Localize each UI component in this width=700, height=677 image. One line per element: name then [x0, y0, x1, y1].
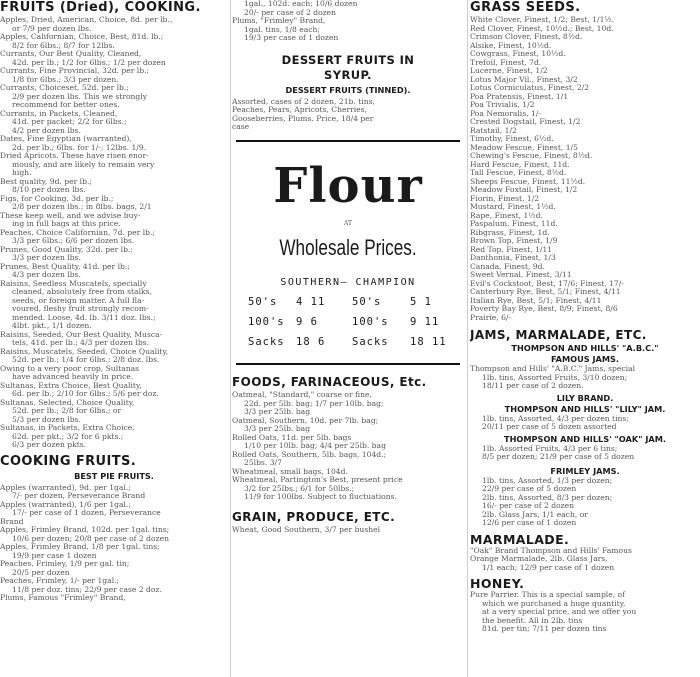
cooking-fruit-line: 17/- per case of 1 dozen, Perseverance	[12, 509, 161, 517]
fruits-dried-line: Owing to a very poor crop, Sultanas	[0, 364, 140, 373]
grass-seed-line: Meadow Foxtail, Finest, 1/2	[470, 186, 578, 194]
flour-top-rule	[236, 140, 460, 142]
honey-heading: HONEY.	[470, 576, 525, 591]
column-divider-left	[230, 0, 231, 677]
champion-title: SOUTHERN– CHAMPION	[280, 277, 416, 288]
fruits-dried-line: Prunes, Good Quality, 32d. per lb.;	[0, 245, 133, 254]
fruits-dried-line: 3/3 per dozen lbs.	[12, 254, 81, 262]
dessert-heading-line1: DESSERT FRUITS IN	[281, 52, 415, 67]
fruits-dried-line: 3/3 per 6lbs.; 6/6 per dozen lbs.	[12, 237, 135, 245]
grass-seed-line: Red Clover, Finest, 10½d.; Best, 10d.	[470, 24, 614, 33]
flour-price-cell: Sacks	[352, 336, 389, 348]
grass-seed-line: Sheeps Fescue, Finest, 11½d.	[470, 177, 586, 186]
cooking-fruit-line: 7/- per dozen, Perseverance Brand	[12, 492, 146, 500]
fruits-dried-line: Currants, in Packets, Cleaned,	[0, 109, 118, 118]
abc-jams-list	[470, 365, 700, 391]
dessert-fruits-list	[232, 98, 464, 132]
grass-seed-line: Prairie, 6/-	[470, 313, 512, 322]
marmalade-line: 1/1 each; 12/9 per case of 1 dozen	[482, 563, 615, 572]
fruits-dried-line: 5/3 per dozen lbs.	[12, 415, 81, 424]
grass-seed-line: Poa Nemoralis, 1/-	[470, 109, 541, 118]
grass-seed-line: Trefoil, Finest, 7d.	[470, 58, 542, 67]
best-pie-fruits-subheading: BEST PIE FRUITS.	[74, 470, 154, 481]
dessert-fruit-line: Peaches, Pears, Apricots, Cherries,	[232, 106, 367, 114]
flour-price-cell: 50's	[248, 296, 278, 308]
grass-seed-line: Ratstail, 1/2	[470, 126, 517, 135]
flour-price-table	[232, 296, 464, 349]
flour-price-row	[232, 336, 464, 349]
famous-jams-subheading: FAMOUS JAMS.	[550, 354, 620, 364]
frimley-jam-line: 12/6 per case of 1 dozen	[482, 519, 577, 527]
plums-line: 1gal. tins, 1/8 each;	[244, 25, 320, 34]
cooking-fruit-line: 20/5 per dozen	[12, 568, 70, 577]
grass-seeds-list	[470, 16, 700, 322]
foods-line: 11/9 for 100lbs. Subject to fluctuations.	[244, 493, 397, 501]
cooking-fruit-line: 19/9 per case 1 dozen	[12, 551, 97, 560]
flour-bottom-rule	[236, 363, 460, 365]
fruits-dried-line: Currants, Choiceset, 52d. per lb.;	[0, 84, 129, 92]
abc-jam-line: 18/11 per case of 2 dozen.	[482, 382, 584, 390]
grass-seed-line: Brown Top, Finest, 1/9	[470, 237, 558, 245]
fruits-dried-line: high.	[12, 169, 32, 177]
foods-line: 22d. per 5lb. bag; 1/7 per 10lb. bag;	[244, 399, 384, 408]
fruits-dried-line: tels, 41d. per lb.; 4/3 per dozen lbs.	[12, 339, 149, 347]
plums-continued-list	[232, 0, 464, 43]
lily-jam-line: 1lb. tins, Assorted, 4/3 per dozen tins;	[482, 414, 629, 423]
flour-price-cell: 5 1	[410, 296, 432, 308]
cooking-fruit-line: Apples (warranted), 1/6 per 1gal.;	[0, 500, 131, 509]
dessert-fruit-line: Gooseberries, Plums. Price, 18/4 per	[232, 114, 374, 123]
cooking-fruit-line: Apples, Frimley Brand, 1/8 per 1gal. tins;	[0, 543, 160, 551]
fruits-dried-line: Raisins, Seeded, Our Best Quality, Musca-	[0, 330, 163, 339]
frimley-jam-line: 2lb. Glass Jars, 1/1 each, or	[482, 510, 588, 519]
flour-price-cell: 9 11	[410, 316, 440, 328]
fruits-dried-line: mended. Loose, 4d. lb. 3/11 doz. lbs.;	[12, 313, 156, 322]
column-divider-right	[467, 0, 468, 677]
flour-price-cell: 9 6	[296, 316, 318, 328]
grass-seed-line: Lotus Corniculatus, Finest, 2/2	[470, 84, 590, 92]
fruits-dried-line: 41d. per packet; 2/2 for 6lbs.;	[12, 118, 127, 126]
grass-seed-line: Danthonia, Finest, 1/3	[470, 254, 556, 262]
fruits-dried-line: 2/9 per dozen lbs. This we strongly	[12, 92, 148, 101]
fruits-dried-line: Raisins, Muscatels, Seeded, Choice Quality,	[0, 347, 169, 356]
grain-line: Wheat, Good Southern, 3/7 per bushel	[232, 525, 381, 534]
foods-line: 3/3 per 25lb. bag	[244, 408, 311, 416]
grass-seed-line: Crimson Clover, Finest, 8½d.	[470, 33, 583, 41]
cooking-fruit-line: Peaches, Frimley, 1/- per 1gal.;	[0, 577, 120, 585]
grass-seed-line: Fiorin, Finest, 1/2	[470, 194, 540, 203]
flour-price-cell: 100's	[248, 316, 285, 328]
cooking-fruit-line: Peaches, Frimley, 1/9 per gal. tin;	[0, 560, 130, 568]
fruits-dried-line: or 7/9 per dozen lbs.	[12, 24, 92, 33]
fruits-dried-line: 1/8 for 6lbs.; 3/3 per dozen.	[12, 75, 119, 84]
fruits-dried-line: Best quality, 9d. per lb.;	[0, 177, 92, 186]
grass-seed-line: Paspalum, Finest, 11d.	[470, 220, 558, 228]
flour-title: Flour	[273, 157, 423, 214]
grass-seed-line: Mustard, Finest, 1½d.	[470, 203, 556, 211]
foods-heading: FOODS, FARINACEOUS, Etc.	[232, 375, 427, 389]
honey-line: Pure Parrier. This is a special sample, of	[470, 591, 625, 599]
foods-line: Oatmeal, Southern, 10d. per 7lb. bag;	[232, 416, 379, 425]
flour-price-row	[232, 316, 464, 329]
marmalade-list	[470, 547, 700, 573]
fruits-dried-line: 8/2 for 6lbs.; 8/7 for 12lbs.	[12, 41, 115, 50]
grass-seed-line: Timothy, Finest, 6½d.	[470, 135, 554, 143]
plums-line: Plums, "Frimley" Brand,	[232, 17, 326, 25]
oak-jam-line: 1lb. Assorted Fruits, 4/3 per 6 tins;	[482, 444, 618, 453]
honey-line: at a very special price, and we offer you	[482, 608, 637, 616]
fruits-dried-line: Sultanas, Extra Choice, Best Quality,	[0, 381, 142, 390]
grass-seed-line: Crested Dogstail, Finest, 1/2	[470, 118, 581, 126]
flour-price-cell: 18 11	[410, 336, 447, 348]
flour-price-cell: Sacks	[248, 336, 285, 348]
grass-seed-line: Cowgrass, Finest, 10½d.	[470, 50, 566, 58]
honey-line: the benefit. All in 2lb. tins	[482, 616, 583, 625]
fruits-dried-line: Prunes, Best Quality, 41d. per lb.;	[0, 262, 130, 271]
grass-seed-line: Italian Rye, Best, 5/1; Finest, 4/11	[470, 296, 602, 305]
lily-jam-subheading: THOMPSON AND HILLS' "LILY" JAM.	[504, 403, 666, 414]
cooking-fruit-line: Apples, Frimley Brand, 102d. per 1gal. tins;	[0, 526, 170, 534]
fruits-dried-line: 6/3 per dozen pkts.	[12, 441, 87, 449]
plums-line: 20/- per case of 2 dozen	[244, 8, 337, 17]
grain-heading: GRAIN, PRODUCE, ETC.	[232, 509, 396, 524]
grass-seed-line: Red Top, Finest, 1/11	[470, 245, 553, 254]
fruits-dried-line: ing in full bags at this price.	[12, 220, 121, 228]
foods-line: 3/3 per 25lb. bag	[244, 425, 311, 433]
jams-heading: JAMS, MARMALADE, ETC.	[470, 328, 647, 342]
fruits-dried-line: 2/8 per dozen lbs.; in 8lbs. bags, 2/1	[12, 203, 152, 211]
grass-seed-line: Rape, Finest, 1½d.	[470, 211, 543, 220]
grass-seeds-heading: GRASS SEEDS.	[470, 0, 581, 15]
cooking-fruits-heading: COOKING FRUITS.	[0, 453, 137, 469]
marmalade-line: Orange Marmalade, 2lb. Glass Jars,	[470, 555, 608, 563]
grass-seed-line: Tall Fescue, Finest, 8½d.	[470, 169, 567, 177]
cooking-fruit-line: Plums, Famous "Frimley" Brand,	[0, 594, 126, 602]
fruits-dried-line: mously, and are likely to remain very	[12, 160, 155, 169]
flour-price-cell: 100's	[352, 316, 389, 328]
fruits-dried-line: 52d. per lb.; 2/8 for 6lbs.; or	[12, 407, 122, 415]
grass-seed-line: Lucerne, Finest, 1/2	[470, 67, 548, 75]
dessert-fruit-line: case	[232, 123, 250, 131]
flour-price-cell: 50's	[352, 296, 382, 308]
fruits-dried-line: 2d. per lb.; 6lbs. for 1/-; 12lbs. 1/9.	[12, 143, 147, 152]
grass-seed-line: Chewing's Fescue, Finest, 8½d.	[470, 152, 593, 160]
cooking-fruit-line: 10/6 per dozen; 20/8 per case of 2 dozen	[12, 534, 169, 543]
abc-jam-line: 1lb. tins, Assorted Fruits, 3/10 dozen;	[482, 373, 628, 382]
lily-brand-subheading: LILY BRAND.	[556, 392, 614, 403]
frimley-jam-line: 2lb. tins, Assorted, 8/3 per dozen;	[482, 493, 613, 502]
honey-line: 81d. per tin; 7/11 per dozen tins	[482, 625, 607, 633]
fruits-dried-line: Apples, Californian, Choice, Best, 81d. lb.;	[0, 33, 164, 41]
lily-jams-list	[470, 415, 700, 432]
right-column	[470, 0, 700, 677]
cooking-fruit-line: 11/8 per doz. tins; 22/9 per case 2 doz.	[12, 585, 162, 594]
marmalade-line: "Oak" Brand Thompson and Hills' Famous	[470, 546, 632, 555]
frimley-jam-line: 1lb. tins, Assorted, 1/3 per dozen;	[482, 476, 613, 485]
fruits-dried-line: Figs, for Cooking, 3d. per lb.;	[0, 194, 114, 203]
cooking-fruit-line: Apples (warranted), 9d. per 1gal.;	[0, 483, 131, 492]
fruits-dried-line: These keep well, and we advise buy-	[0, 211, 141, 220]
plums-line: 19/3 per case of 1 dozen	[244, 34, 339, 42]
abc-subheading: THOMPSON AND HILLS' "A.B.C."	[511, 343, 659, 353]
fruits-dried-line: Sultanas, Selected, Choice Quality,	[0, 398, 135, 407]
frimley-jams-subheading: FRIMLEY JAMS.	[550, 465, 620, 476]
foods-line: Rolled Oats, Southern, 5lb. bags, 104d.;	[232, 450, 387, 459]
abc-jam-line: Thompson and Hills' "A.B.C." Jams, special	[470, 365, 635, 373]
fruits-dried-line: recommend for better ones.	[12, 101, 120, 109]
foods-line: 1/10 per 10lb. bag; 4/4 per 25lb. bag	[244, 442, 386, 450]
at-label: AT	[343, 219, 352, 227]
plums-line: 1gal., 102d. each; 10/6 dozen	[244, 0, 358, 8]
foods-line: Wheatmeal, Partington's Best, present price	[232, 476, 403, 484]
fruits-dried-line: 42d. per lb.; 1/2 for 6lbs.; 1/2 per dozen	[12, 58, 166, 67]
foods-line: 3/2 for 25lbs.; 6/1 for 50lbs.;	[244, 484, 355, 493]
grass-seed-line: Poa Pratensis, Finest, 1/1	[470, 92, 569, 101]
fruits-dried-line: Sultanas, in Packets, Extra Choice,	[0, 424, 135, 432]
fruits-dried-line: Currants, Our Best Quality, Cleaned,	[0, 50, 142, 58]
fruits-dried-line: cleaned, absolutely free from stalks,	[12, 288, 152, 296]
grass-seed-line: Canterbury Rye, Best, 5/1; Finest, 4/11	[470, 288, 621, 296]
fruits-dried-line: Currants, Fine Provincial, 32d. per lb.;	[0, 67, 150, 75]
honey-list	[470, 591, 700, 634]
fruits-dried-list	[0, 16, 228, 450]
dessert-heading-line2: SYRUP.	[324, 67, 372, 82]
fruits-dried-line: seeds, or foreign matter. A full fla-	[12, 296, 145, 305]
fruits-dried-line: have advanced heavily in price.	[12, 373, 134, 381]
flour-price-row	[232, 296, 464, 309]
frimley-jam-line: 22/9 per case of 5 dozen	[482, 485, 577, 493]
grass-seed-line: White Clover, Finest, 1/2; Best, 1/1½.	[470, 16, 615, 24]
foods-line: Oatmeal, "Standard," coarse or fine,	[232, 391, 372, 399]
fruits-dried-line: Peaches, Choice Californian, 7d. per lb.;	[0, 228, 155, 237]
fruits-dried-line: 4/3 per dozen lbs.	[12, 271, 81, 279]
honey-line: which we purchased a huge quantity,	[482, 599, 626, 608]
grass-seed-line: Canada, Finest, 9d.	[470, 262, 545, 271]
fruits-dried-line: Dried Apricots. These have risen enor-	[0, 152, 149, 160]
fruits-dried-line: 62d. per pkt.; 3/2 for 6 pkts.;	[12, 432, 124, 441]
fruits-dried-line: 4/2 per dozen lbs.	[12, 126, 81, 135]
marmalade-heading: MARMALADE.	[470, 531, 570, 547]
foods-list	[232, 391, 464, 502]
oak-jam-line: 8/5 per dozen; 21/9 per case of 5 dozen	[482, 453, 635, 461]
cooking-fruit-line: Brand	[0, 517, 24, 526]
fruits-dried-line: 8/10 per dozen lbs.	[12, 186, 86, 194]
flour-price-cell: 4 11	[296, 296, 326, 308]
oak-jam-subheading: THOMPSON AND HILLS' "OAK" JAM.	[504, 433, 666, 444]
grain-list	[232, 526, 464, 535]
dessert-tinned-subheading: DESSERT FRUITS (TINNED).	[285, 84, 411, 95]
wholesale-prices-title: Wholesale Prices.	[279, 235, 417, 260]
fruits-dried-line: Raisins, Seedless Muscatels, specially	[0, 279, 147, 288]
grass-seed-line: Ribgrass, Finest, 1d.	[470, 228, 550, 237]
grass-seed-line: Poverty Bay Rye, Best, 8/9; Finest, 8/6	[470, 305, 618, 313]
fruits-dried-line: 52d. per lb.; 1/4 for 6lbs.; 2/8 doz. lbs.	[12, 356, 160, 364]
foods-line: Wheatmeal, small bags, 104d.	[232, 467, 348, 476]
fruits-dried-line: Dates, Fine Egyptian (warranted),	[0, 135, 132, 143]
lily-jam-line: 20/11 per case of 5 dozen assorted	[482, 423, 617, 431]
grass-seed-line: Poa Trivialis, 1/2	[470, 101, 535, 109]
dessert-fruit-line: Assorted, cases of 2 dozen, 21b. tins,	[232, 97, 375, 106]
frimley-jams-list	[470, 477, 700, 528]
flour-price-cell: 18 6	[296, 336, 326, 348]
grass-seed-line: Meadow Fescue, Finest, 1/5	[470, 143, 578, 152]
foods-line: Rolled Oats, 11d. per 5lb. bags	[232, 433, 352, 442]
grass-seed-line: Hard Fescue, Finest, 11d.	[470, 160, 570, 169]
fruits-dried-line: 4lbt. pkt., 1/1 dozen.	[12, 322, 92, 330]
fruits-dried-line: voured, fleshy fruit strongly recom-	[12, 305, 149, 313]
grass-seed-line: Evil's Cockstoot, Best, 17/6; Finest, 17/-	[470, 279, 624, 288]
grass-seed-line: Sweet Vernal, Finest, 3/11	[470, 271, 572, 279]
frimley-jam-line: 16/- per case of 2 dozen	[482, 502, 575, 510]
fruits-dried-line: 6d. per lb.; 2/10 for 6lbs.; 5/6 per doz.	[12, 390, 159, 398]
cooking-fruits-list	[0, 484, 228, 603]
foods-line: 25lbs. 3/7	[244, 459, 282, 467]
fruits-dried-heading: FRUITS (Dried), COOKING.	[0, 0, 201, 15]
grass-seed-line: Alsike, Finest, 10½d.	[470, 41, 552, 50]
oak-jams-list	[470, 445, 700, 462]
left-column	[0, 0, 228, 677]
fruits-dried-line: Apples, Dried, American, Choice, 8d. per lb.,	[0, 16, 173, 24]
middle-column	[232, 0, 464, 677]
grass-seed-line: Lotus Major Vil., Finest, 3/2	[470, 75, 578, 84]
